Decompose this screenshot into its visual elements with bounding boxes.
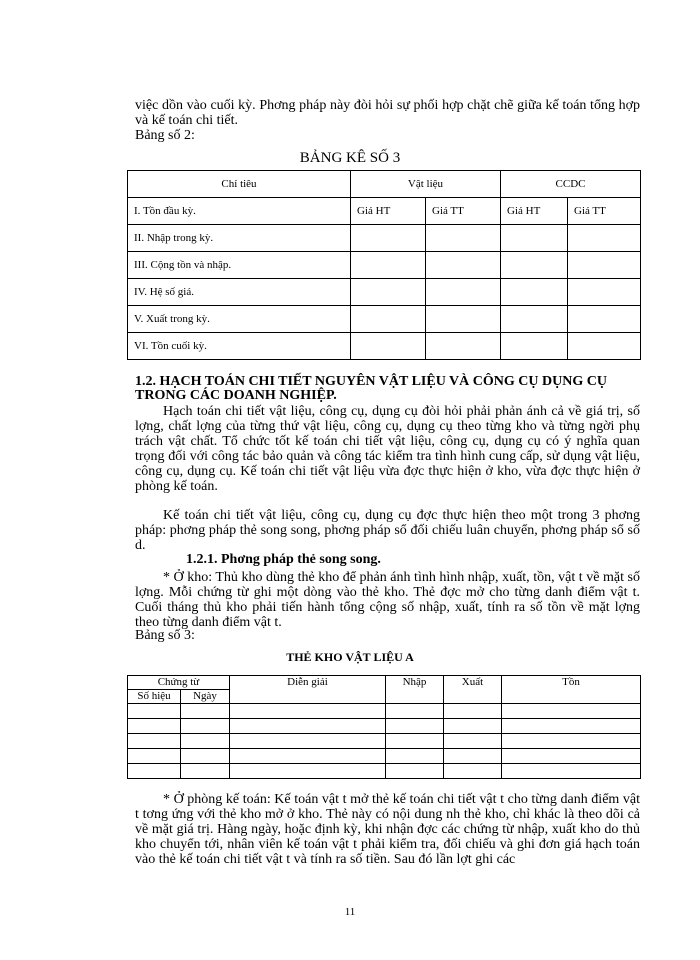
subheading: 1.2.1. Phơng pháp thẻ song song. xyxy=(186,552,381,567)
table2-title: THẺ KHO VẬT LIỆU A xyxy=(286,650,414,664)
header-ccdc: CCDC xyxy=(501,171,641,198)
page-number: 11 xyxy=(344,906,356,918)
subcol-gia-tt: Giá TT xyxy=(568,198,641,225)
intro-paragraph: việc dồn vào cuối kỳ. Phơng pháp này đòi hỏi sự phối hợp chặt chẽ giữa kế toán tổng hợp và kế toán chi tiết. xyxy=(135,98,640,128)
subcol-ngay: Ngày xyxy=(181,690,230,704)
table-row xyxy=(128,279,641,306)
table-row xyxy=(128,333,641,360)
header-vat-lieu: Vật liệu xyxy=(351,171,501,198)
row-label: IV. Hệ số giá. xyxy=(128,279,351,306)
table-row xyxy=(128,252,641,279)
header-ton: Tồn xyxy=(502,676,641,704)
table-row xyxy=(128,225,641,252)
paragraph-2: Kế toán chi tiết vật liệu, công cụ, dụng cụ đợc thực hiện theo một trong 3 phơng pháp: phơng pháp thẻ song song, phơng pháp sổ đối chiếu luân chuyển, phơng pháp sổ số d. xyxy=(135,508,640,553)
inventory-summary-table xyxy=(127,170,641,360)
table2-label: Bảng số 2: xyxy=(135,128,195,143)
table-header-row xyxy=(128,676,641,690)
row-label: I. Tồn đầu kỳ. xyxy=(128,198,351,225)
paragraph-1: Hạch toán chi tiết vật liệu, công cụ, dụng cụ đòi hỏi phải phản ánh cả về giá trị, số lợng, chất lợng của từng thứ vật liệu, công cụ, dụng cụ theo từng kho và từng ngời phụ trách vật chất. Tổ chức tốt kế toán chi tiết vật liệu, công cụ, dụng cụ có ý nghĩa quan trọng đối với công tác bảo quản và công tác kiểm tra tình hình cung cấp, sử dụng vật liệu, công cụ, dụng cụ. Kế toán chi tiết vật liệu vừa đợc thực hiện ở kho, vừa đợc thực hiện ở phòng kế toán. xyxy=(135,404,640,494)
section-heading: 1.2. HẠCH TOÁN CHI TIẾT NGUYÊN VẬT LIỆU VÀ CÔNG CỤ DỤNG CỤ TRONG CÁC DOANH NGHIỆP. xyxy=(135,374,607,403)
subcol-gia-ht: Giá HT xyxy=(351,198,426,225)
row-label: II. Nhập trong kỳ. xyxy=(128,225,351,252)
table3-label: Bảng số 3: xyxy=(135,628,195,643)
table-row xyxy=(128,704,641,719)
row-label: V. Xuất trong kỳ. xyxy=(128,306,351,333)
header-dien-giai: Diễn giải xyxy=(230,676,386,704)
table-row xyxy=(128,749,641,764)
table-row xyxy=(128,719,641,734)
table-row xyxy=(128,198,641,225)
header-nhap: Nhập xyxy=(386,676,444,704)
table-row xyxy=(128,764,641,779)
table-row xyxy=(128,734,641,749)
table-row xyxy=(128,306,641,333)
subcol-gia-ht: Giá HT xyxy=(501,198,568,225)
row-label: VI. Tồn cuối kỳ. xyxy=(128,333,351,360)
header-chi-tieu: Chỉ tiêu xyxy=(128,171,351,198)
table1-title: BẢNG KÊ SỐ 3 xyxy=(299,150,401,166)
header-chung-tu: Chứng từ xyxy=(128,676,230,690)
table-header-row xyxy=(128,171,641,198)
row-label: III. Cộng tồn và nhập. xyxy=(128,252,351,279)
stock-card-table xyxy=(127,675,641,779)
header-xuat: Xuất xyxy=(444,676,502,704)
subcol-gia-tt: Giá TT xyxy=(426,198,501,225)
subcol-so-hieu: Số hiệu xyxy=(128,690,181,704)
paragraph-3: * Ở kho: Thủ kho dùng thẻ kho để phản ánh tình hình nhập, xuất, tồn, vật t về mặt số lợng. Mỗi chứng từ ghi một dòng vào thẻ kho. Thẻ đợc mở cho từng danh điểm vật t. Cuối tháng thủ kho phải tiến hành tổng cộng số nhập, xuất, tính ra số tồn về mặt lợng theo từng danh điểm vật t. xyxy=(135,570,640,630)
paragraph-4: * Ở phòng kế toán: Kế toán vật t mở thẻ kế toán chi tiết vật t cho từng danh điểm vật t tơng ứng với thẻ kho mở ở kho. Thẻ này có nội dung nh thẻ kho, chỉ khác là theo dõi cả về mặt giá trị. Hàng ngày, hoặc định kỳ, khi nhận đợc các chứng từ nhập, xuất kho do thủ kho chuyển tới, nhân viên kế toán vật t phải kiểm tra, đối chiếu và ghi đơn giá hạch toán vào thẻ kế toán chi tiết vật t và tính ra số tiền. Sau đó lần lợt ghi các xyxy=(135,792,640,867)
